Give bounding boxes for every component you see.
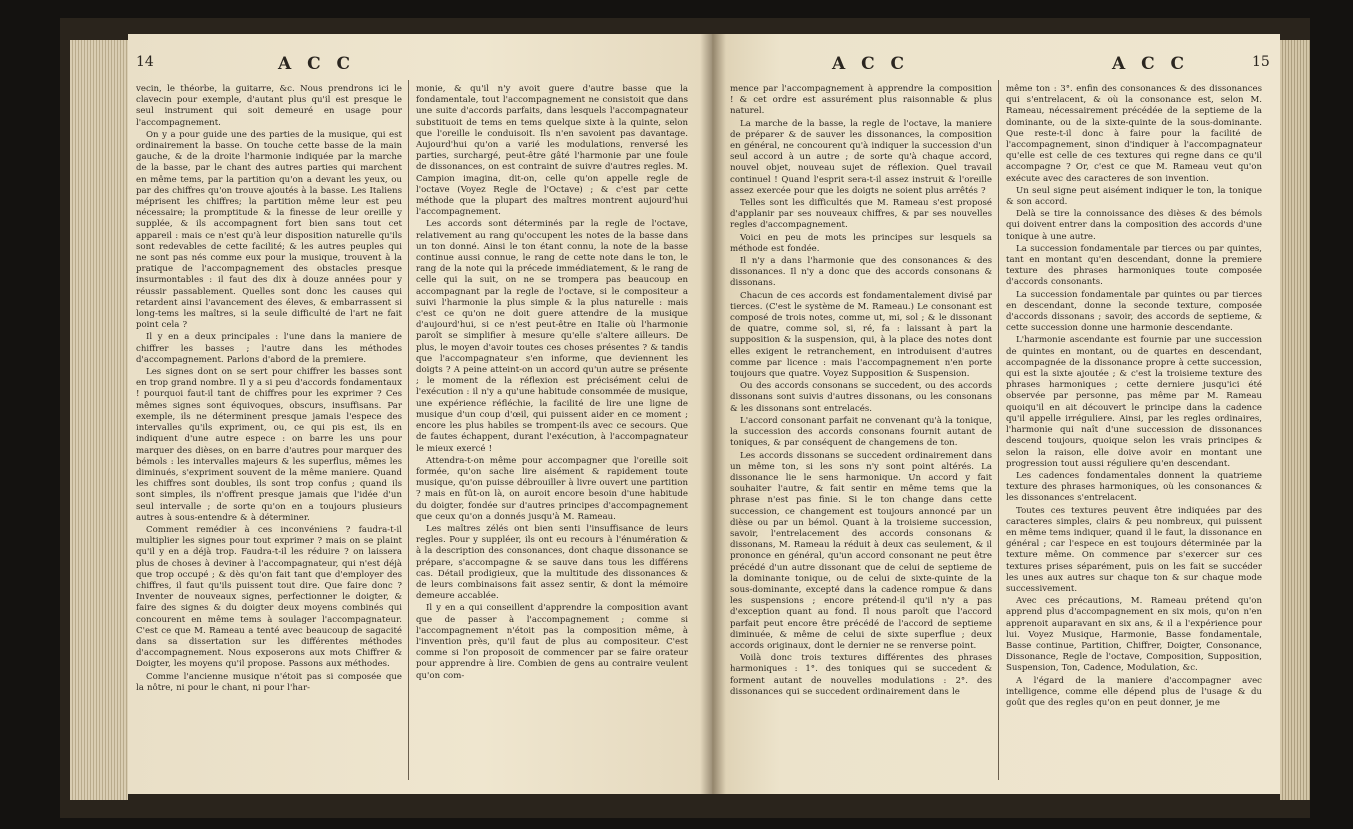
paragraph: Avec ces précautions, M. Rameau prétend qu'on apprend plus d'accompagnement en six mois, qu'on n'en apprenoit auparavant en six ans, & il a l'expérience pour lui. Voyez Musique, Harmonie, Basse fondamentale, Basse continue, Partition, Chiffrer, Doigter, Consonance, Dissonance, Regle de l'octave, Composition, Supposition, Suspension, Ton, Cadence, Modulation, &c. — [1006, 596, 1262, 674]
book-gutter — [700, 34, 726, 794]
page-edges-right — [1280, 40, 1310, 800]
paragraph: Les maîtres zélés ont bien senti l'insuffisance de leurs regles. Pour y suppléer, ils ont eu recours à l'énumération & à la description des consonances, dont chaque dissonance se prépare, s'accompagne & se sauve dans tous les différens cas. Détail prodigieux, que la multitude des dissonances & de leurs combinaisons fait assez sentir, & dont la mémoire demeure accablée. — [416, 523, 688, 602]
running-head: A C C — [832, 54, 910, 74]
paragraph: Voilà donc trois textures différentes des phrases harmoniques : 1°. des toniques qui se succedent & forment autant de nouvelles modulations : 2°. des dissonances qui se succedent ordinairement dans le — [730, 653, 992, 697]
paragraph: Comment remédier à ces inconvéniens ? faudra-t-il multiplier les signes pour tout exprimer ? mais on se plaint qu'il y en a déjà trop. Faudra-t-il les réduire ? on laissera plus de choses à deviner à l'accompagnateur, qui n'est déjà que trop occupé ; & dès qu'on fait tant que d'employer des chiffres, il faut qu'ils puissent tout dire. Que faire donc ? Inventer de nouveaux signes, perfectionner le doigter, & faire des signes & du doigter deux moyens combinés qui concourent en même tems à soulager l'accompagnateur. C'est ce que M. Rameau a tenté avec beaucoup de sagacité dans sa dissertation sur les différentes méthodes d'accompagnement. Nous exposerons aux mots Chiffrer & Doigter, les moyens qu'il propose. Passons aux méthodes. — [136, 524, 402, 670]
paragraph: même ton : 3°. enfin des consonances & des dissonances qui s'entrelacent, & où la consonance est, selon M. Rameau, nécessairement précédée de la septieme de la dominante, ou de la sixte-quinte de la sous-dominante. Que reste-t-il donc à faire pour la facilité de l'accompagnement, sinon d'indiquer à l'accompagnateur qu'elle est celle de ces textures qui regne dans ce qu'il accompagne ? Or, c'est ce que M. Rameau veut qu'on exécute avec des caracteres de son invention. — [1006, 84, 1262, 184]
paragraph: monie, & qu'il n'y avoit guere d'autre basse que la fondamentale, tout l'accompagnement ne consistoit que dans une suite d'accords parfaits, dans lesquels l'accompagnateur substituoit de tems en tems quelque sixte à la quinte, selon que l'oreille le conduisoit. Ils n'en savoient pas davantage. Aujourd'hui qu'on a varié les modulations, renversé les parties, surchargé, peut-être gâté l'harmonie par une foule de dissonances, on est contraint de suivre d'autres regles. M. Campion imagina, dit-on, celle qu'on appelle regle de l'octave (Voyez Regle de l'Octave) ; & c'est par cette méthode que la plupart des maîtres montrent aujourd'hui l'accompagnement. — [416, 84, 688, 218]
paragraph: Attendra-t-on même pour accompagner que l'oreille soit formée, qu'on sache lire aisément & rapidement toute musique, qu'on puisse débrouiller à livre ouvert une partition ? mais en fût-on là, on auroit encore besoin d'une habitude du doigter, fondée sur d'autres principes d'accompagnement que ceux qu'on a donnés jusqu'à M. Rameau. — [416, 455, 688, 522]
column-rule — [998, 80, 999, 780]
paragraph: Delà se tire la connoissance des dièses & des bémols qui doivent entrer dans la composition des accords d'une tonique à une autre. — [1006, 209, 1262, 242]
text-column-left-a — [136, 84, 402, 695]
running-head: A C C — [278, 54, 356, 74]
running-head-secondary: A C C — [1112, 54, 1190, 74]
page-number: 14 — [136, 54, 154, 70]
paragraph: Voici en peu de mots les principes sur lesquels sa méthode est fondée. — [730, 232, 992, 254]
paragraph: Les signes dont on se sert pour chiffrer les basses sont en trop grand nombre. Il y a si peu d'accords fondamentaux ! pourquoi faut-il tant de chiffres pour les exprimer ? Ces mêmes signes sont équivoques, obscurs, insuffisans. Par exemple, ils ne déterminent presque jamais l'espece des intervalles qu'ils expriment, ou, ce qui pis est, ils en indiquent d'une autre espece : on barre les uns pour marquer des dièses, on en barre d'autres pour marquer des bémols : les intervalles majeurs & les superflus, mêmes les diminués, s'expriment souvent de la même maniere. Quand les chiffres sont doubles, ils sont trop confus ; quand ils sont simples, ils n'offrent presque jamais que l'idée d'un seul intervalle ; de sorte qu'on en a toujours plusieurs autres à sous-entendre & à déterminer. — [136, 367, 402, 523]
page-edges-left — [70, 40, 128, 800]
column-rule — [408, 80, 409, 780]
right-page — [712, 34, 1280, 794]
paragraph: On y a pour guide une des parties de la musique, qui est ordinairement la basse. On touche cette basse de la main gauche, & de la droite l'harmonie indiquée par la marche de la basse, par le chant des autres parties qui marchent en même tems, par la partition qu'on a devant les yeux, ou par des chiffres qu'on trouve ajoutés à la basse. Les Italiens méprisent les chiffres; la partition même leur est peu nécessaire; la promptitude & la finesse de leur oreille y supplée, & ils accompagnent fort bien sans tout cet appareil : mais ce n'est qu'à leur disposition naturelle qu'ils sont redevables de cette facilité; & les autres peuples qui ne sont pas nés comme eux pour la musique, trouvent à la pratique de l'accompagnement des obstacles presque insurmontables : il faut des dix à douze années pour y réussir passablement. Quelles sont donc les causes qui retardent ainsi l'avancement des éleves, & embarrassent si long-tems les maîtres, si la seule difficulté de l'art ne fait point cela ? — [136, 129, 402, 331]
paragraph: La marche de la basse, la regle de l'octave, la maniere de préparer & de sauver les dissonances, la composition en général, ne concourent qu'à indiquer la succession d'un seul accord à un autre ; de sorte qu'à chaque accord, nouvel objet, nouveau sujet de réflexion. Quel travail continuel ! Quand l'esprit sera-t-il assez instruit & l'oreille assez exercée pour que les doigts ne soient plus arrêtés ? — [730, 118, 992, 196]
paragraph: Les accords sont déterminés par la regle de l'octave, relativement au rang qu'occupent les notes de la basse dans un ton donné. Ainsi le ton étant connu, la note de la basse continue aussi connue, le rang de cette note dans le ton, le rang de la note qui la précede immédiatement, & le rang de celle qui la suit, on ne se trompera pas beaucoup en accompagnant par la regle de l'octave, si le compositeur a suivi l'harmonie la plus simple & la plus naturelle : mais c'est ce qu'on ne doit guere attendre de la musique d'aujourd'hui, si ce n'est peut-être en Italie où l'harmonie paroît se simplifier à mesure qu'elle s'altere ailleurs. De plus, le moyen d'avoir toutes ces choses présentes ? & tandis que l'accompagnateur s'en informe, que deviennent les doigts ? A peine atteint-on un accord qu'un autre se présente ; le moment de la réflexion est précisément celui de l'exécution : il n'y a qu'une habitude consommée de musique, une expérience réfléchie, la facilité de lire une ligne de musique d'un coup d'œil, qui puissent aider en ce moment ; encore les plus habiles se trompent-ils avec ce secours. Que de fautes échappent, durant l'exécution, à l'accompagnateur le mieux exercé ! — [416, 219, 688, 454]
paragraph: Il y en a deux principales : l'une dans la maniere de chiffrer les basses ; l'autre dans les méthodes d'accompagnement. Parlons d'abord de la premiere. — [136, 332, 402, 365]
paragraph: La succession fondamentale par tierces ou par quintes, tant en montant qu'en descendant, donne la premiere texture des phrases harmoniques toute composée d'accords consonants. — [1006, 243, 1262, 288]
paragraph: Ou des accords consonans se succedent, ou des accords dissonans sont suivis d'autres dissonans, ou les consonans & les dissonans sont entrelacés. — [730, 381, 992, 414]
text-column-right-a — [730, 84, 992, 699]
text-column-left-b — [416, 84, 688, 683]
paragraph: La succession fondamentale par quintes ou par tierces en descendant, donne la seconde texture, composée d'accords dissonans ; savoir, des accords de septieme, & cette succession donne une harmonie descendante. — [1006, 289, 1262, 334]
paragraph: Toutes ces textures peuvent être indiquées par des caracteres simples, clairs & peu nombreux, qui puissent en même tems indiquer, quand il le faut, la dissonance en général ; car l'espece en est toujours déterminée par la texture même. On commence par s'exercer sur ces textures prises séparément, puis on les fait se succéder les unes aux autres sur chaque ton & sur chaque mode successivement. — [1006, 505, 1262, 594]
paragraph: Les cadences fondamentales donnent la quatrieme texture des phrases harmoniques, où les consonances & les dissonances s'entrelacent. — [1006, 470, 1262, 504]
text-column-right-b — [1006, 84, 1262, 710]
paragraph: Comme l'ancienne musique n'étoit pas si composée que la nôtre, ni pour le chant, ni pour l'har- — [136, 671, 402, 693]
paragraph: Un seul signe peut aisément indiquer le ton, la tonique & son accord. — [1006, 185, 1262, 208]
paragraph: A l'égard de la maniere d'accompagner avec intelligence, comme elle dépend plus de l'usage & du goût que des regles qu'on en peut donner, je me — [1006, 675, 1262, 708]
paragraph: Chacun de ces accords est fondamentalement divisé par tierces. (C'est le système de M. Rameau.) Le consonant est composé de trois notes, comme ut, mi, sol ; & le dissonant de quatre, comme sol, si, ré, fa : laissant à part la supposition & la suspension, qui, à la place des notes dont elles exigent le retranchement, en introduisent d'autres comme par licence : mais l'accompagnement n'en porte toujours que quatre. Voyez Supposition & Suspension. — [730, 290, 992, 380]
paragraph: Il n'y a dans l'harmonie que des consonances & des dissonances. Il n'y a donc que des accords consonans & dissonans. — [730, 256, 992, 289]
left-page — [128, 34, 718, 794]
paragraph: vecin, le théorbe, la guitarre, &c. Nous prendrons ici le clavecin pour exemple, d'autant plus qu'il est presque le seul instrument qui soit demeuré en usage pour l'accompagnement. — [136, 84, 402, 128]
paragraph: mence par l'accompagnement à apprendre la composition ! & cet ordre est assurément plus raisonnable & plus naturel. — [730, 84, 992, 117]
page-number: 15 — [1252, 54, 1270, 70]
paragraph: Telles sont les difficultés que M. Rameau s'est proposé d'applanir par ses nouveaux chiffres, & par ses nouvelles regles d'accompagnement. — [730, 198, 992, 231]
paragraph: L'harmonie ascendante est fournie par une succession de quintes en montant, ou de quartes en descendant, accompagnée de la dissonance propre à cette succession, qui est la sixte ajoutée ; & c'est la troisieme texture des phrases harmoniques ; cette derniere jusqu'ici été observée par personne, pas même par M. Rameau quoiqu'il en ait découvert le principe dans la cadence qu'il appelle irréguliere. Ainsi, par les regles ordinaires, l'harmonie qui naît d'une succession de dissonances descend toujours, quoique selon les vrais principes & selon la raison, elle doive avoir en montant une progression tout aussi réguliere qu'en descendant. — [1006, 335, 1262, 469]
paragraph: L'accord consonant parfait ne convenant qu'à la tonique, la succession des accords consonans fournit autant de toniques, & par conséquent de changemens de ton. — [730, 415, 992, 449]
paragraph: Les accords dissonans se succedent ordinairement dans un même ton, si les sons n'y sont point altérés. La dissonance lie le sens harmonique. Un accord y fait souhaiter l'autre, & fait sentir en même tems que la phrase n'est pas finie. Si le ton change dans cette succession, ce changement est toujours annoncé par un dièse ou par un bémol. Quant à la troisieme succession, savoir, l'entrelacement des accords consonans & dissonans, M. Rameau la réduit à deux cas seulement, & il prononce en général, qu'un accord consonant ne peut être précédé d'un autre dissonant que de celui de septieme de la dominante tonique, ou de celui de sixte-quinte de la sous-dominante, excepté dans la cadence rompue & dans les suspensions ; encore prétend-il qu'il n'y a pas d'exception quant au fond. Il nous paroît que l'accord parfait peut encore être précédé de l'accord de septieme diminuée, & même de celui de sixte superflue ; deux accords originaux, dont le dernier ne se renverse point. — [730, 450, 992, 651]
paragraph: Il y en a qui conseillent d'apprendre la composition avant que de passer à l'accompagnement ; comme si l'accompagnement n'étoit pas la composition même, à l'invention près, qu'il faut de plus au compositeur. C'est comme si l'on proposoit de commencer par se faire orateur pour apprendre à lire. Combien de gens au contraire veulent qu'on com- — [416, 603, 688, 681]
